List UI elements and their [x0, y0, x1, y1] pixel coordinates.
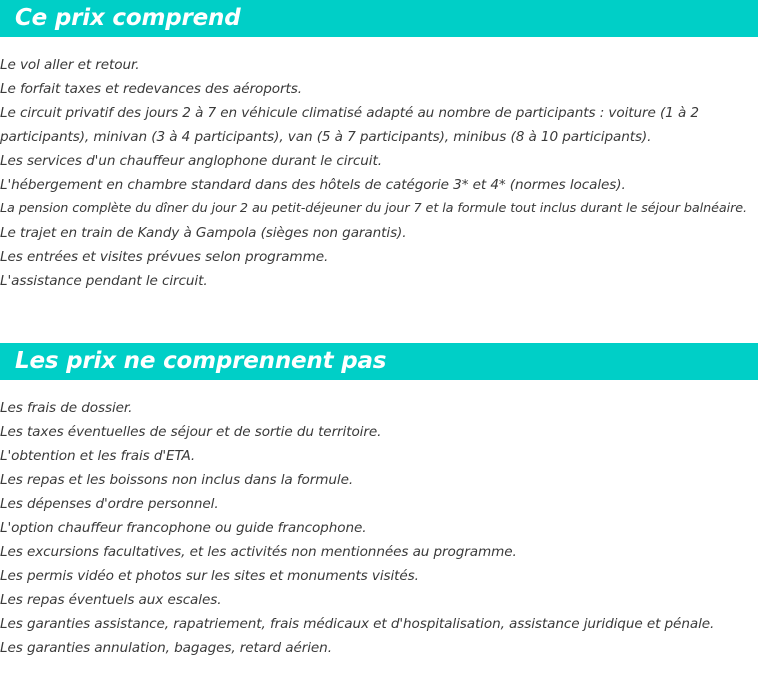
excluded-heading: Les prix ne comprennent pas [0, 343, 758, 380]
list-item: Les dépenses d'ordre personnel. [0, 496, 219, 512]
list-item: Le vol aller et retour. [0, 57, 140, 73]
list-item: L'obtention et les frais d'ETA. [0, 448, 196, 464]
excluded-list [0, 396, 758, 660]
list-item: Les taxes éventuelles de séjour et de sortie du territoire. [0, 424, 382, 440]
list-item: Le forfait taxes et redevances des aéroports. [0, 81, 302, 97]
list-item: L'assistance pendant le circuit. [0, 273, 208, 289]
list-item: L'option chauffeur francophone ou guide francophone. [0, 520, 367, 536]
list-item: Le trajet en train de Kandy à Gampola (sièges non garantis). [0, 225, 407, 241]
list-item: Les garanties assistance, rapatriement, frais médicaux et d'hospitalisation, assistance juridique et pénale. [0, 616, 715, 632]
included-list [0, 53, 758, 293]
list-item: Le circuit privatif des jours 2 à 7 en véhicule climatisé adapté au nombre de participants : voiture (1 à 2 participants), minivan (3 à 4 participants), van (5 à 7 participants), minibus (8 à 10 participants). [0, 105, 699, 145]
list-item: Les entrées et visites prévues selon programme. [0, 249, 329, 265]
list-item: Les repas éventuels aux escales. [0, 592, 222, 608]
list-item: Les excursions facultatives, et les activités non mentionnées au programme. [0, 544, 517, 560]
list-item: Les repas et les boissons non inclus dans la formule. [0, 472, 354, 488]
list-item: Les garanties annulation, bagages, retard aérien. [0, 640, 332, 656]
list-item: Les permis vidéo et photos sur les sites et monuments visités. [0, 568, 419, 584]
list-item: La pension complète du dîner du jour 2 au petit-déjeuner du jour 7 et la formule tout inclus durant le séjour balnéaire. [0, 201, 747, 216]
included-heading: Ce prix comprend [0, 0, 758, 37]
list-item: L'hébergement en chambre standard dans des hôtels de catégorie 3* et 4* (normes locales). [0, 177, 626, 193]
list-item: Les services d'un chauffeur anglophone durant le circuit. [0, 153, 382, 169]
list-item: Les frais de dossier. [0, 400, 133, 416]
